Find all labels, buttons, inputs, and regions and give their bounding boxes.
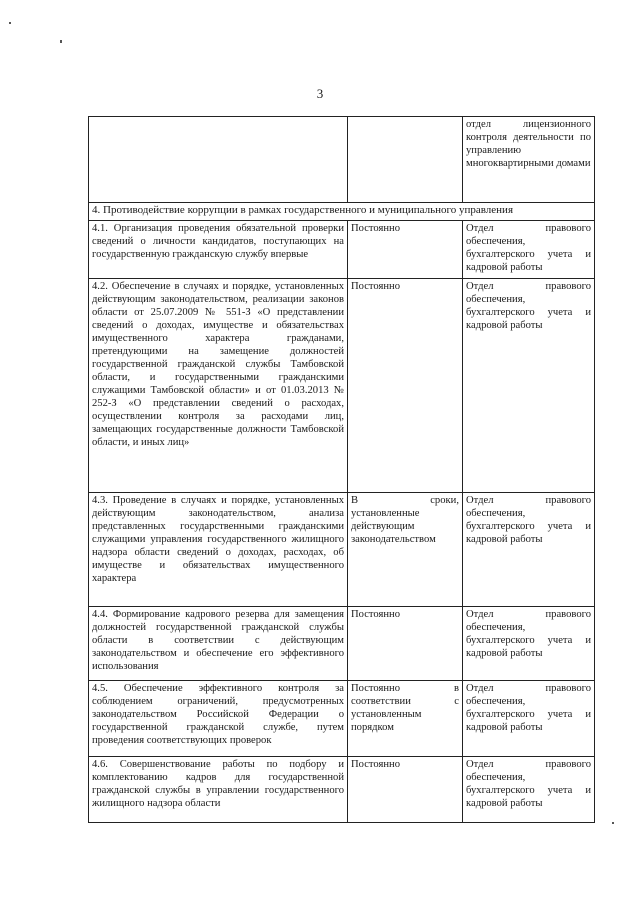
table-row [89,681,595,757]
term-cell: Постоянно [348,221,463,279]
responsible-cell: Отдел правового обеспечения, бухгалтерского учета и кадровой работы [463,279,595,493]
responsible-cell: отдел лицензионного контроля деятельности по управлению многоквартирными домами [463,117,595,203]
section-title: 4. Противодействие коррупции в рамках государственного и муниципального управления [89,203,595,221]
term-cell: Постоянно [348,757,463,823]
term-cell: Постоянно [348,279,463,493]
scan-mark [612,822,614,824]
term-cell: Постоянно [348,607,463,681]
measure-cell: 4.1. Организация проведения обязательной проверки сведений о личности кандидатов, поступающих на государственную гражданскую службу впервые [89,221,348,279]
term-cell: В сроки, установленные действующим законодательством [348,493,463,607]
action-plan-table [88,116,595,823]
scan-mark [9,22,11,24]
measure-cell: 4.6. Совершенствование работы по подбору и комплектованию кадров для государственной гражданской службы в управлении государственного жилищного надзора области [89,757,348,823]
responsible-cell: Отдел правового обеспечения, бухгалтерского учета и кадровой работы [463,757,595,823]
section-row [89,203,595,221]
empty-cell [89,117,348,203]
page-number: 3 [316,86,324,101]
table-row [89,221,595,279]
measure-cell: 4.5. Обеспечение эффективного контроля за соблюдением ограничений, предусмотренных законодательством Российской Федерации о государственной гражданской службе, путем проведения соответствующих проверок [89,681,348,757]
responsible-cell: Отдел правового обеспечения, бухгалтерского учета и кадровой работы [463,221,595,279]
table-row [89,493,595,607]
term-cell: Постоянно в соответствии с установленным порядком [348,681,463,757]
table-row [89,607,595,681]
responsible-cell: Отдел правового обеспечения, бухгалтерского учета и кадровой работы [463,607,595,681]
measure-cell: 4.4. Формирование кадрового резерва для замещения должностей государственной гражданской службы области в соответствии с действующим законодательством и обеспечение его эффективного использования [89,607,348,681]
measure-cell: 4.2. Обеспечение в случаях и порядке, установленных действующим законодательством, реализации законов области от 25.07.2009 № 551-З «О представлении сведений о доходах, имуществе и обязательствах имущественного характера гражданами, претендующими на замещение должностей государственной гражданской службы Тамбовской области, и государственными гражданскими служащими Тамбовской области» и от 01.03.2013 № 252-З «О представлении сведений о расходах, осуществлении контроля за расходами лиц, замещающих государственные должности Тамбовской области, и иных лиц» [89,279,348,493]
table-row [89,117,595,203]
empty-cell [348,117,463,203]
measure-cell: 4.3. Проведение в случаях и порядке, установленных действующим законодательством, анализа представленных государственными гражданскими служащими управления государственного жилищного надзора области сведений о доходах, расходах, об имуществе и обязательствах имущественного характера [89,493,348,607]
table-row [89,279,595,493]
scan-mark [60,40,62,43]
table-row [89,757,595,823]
responsible-cell: Отдел правового обеспечения, бухгалтерского учета и кадровой работы [463,493,595,607]
responsible-cell: Отдел правового обеспечения, бухгалтерского учета и кадровой работы [463,681,595,757]
